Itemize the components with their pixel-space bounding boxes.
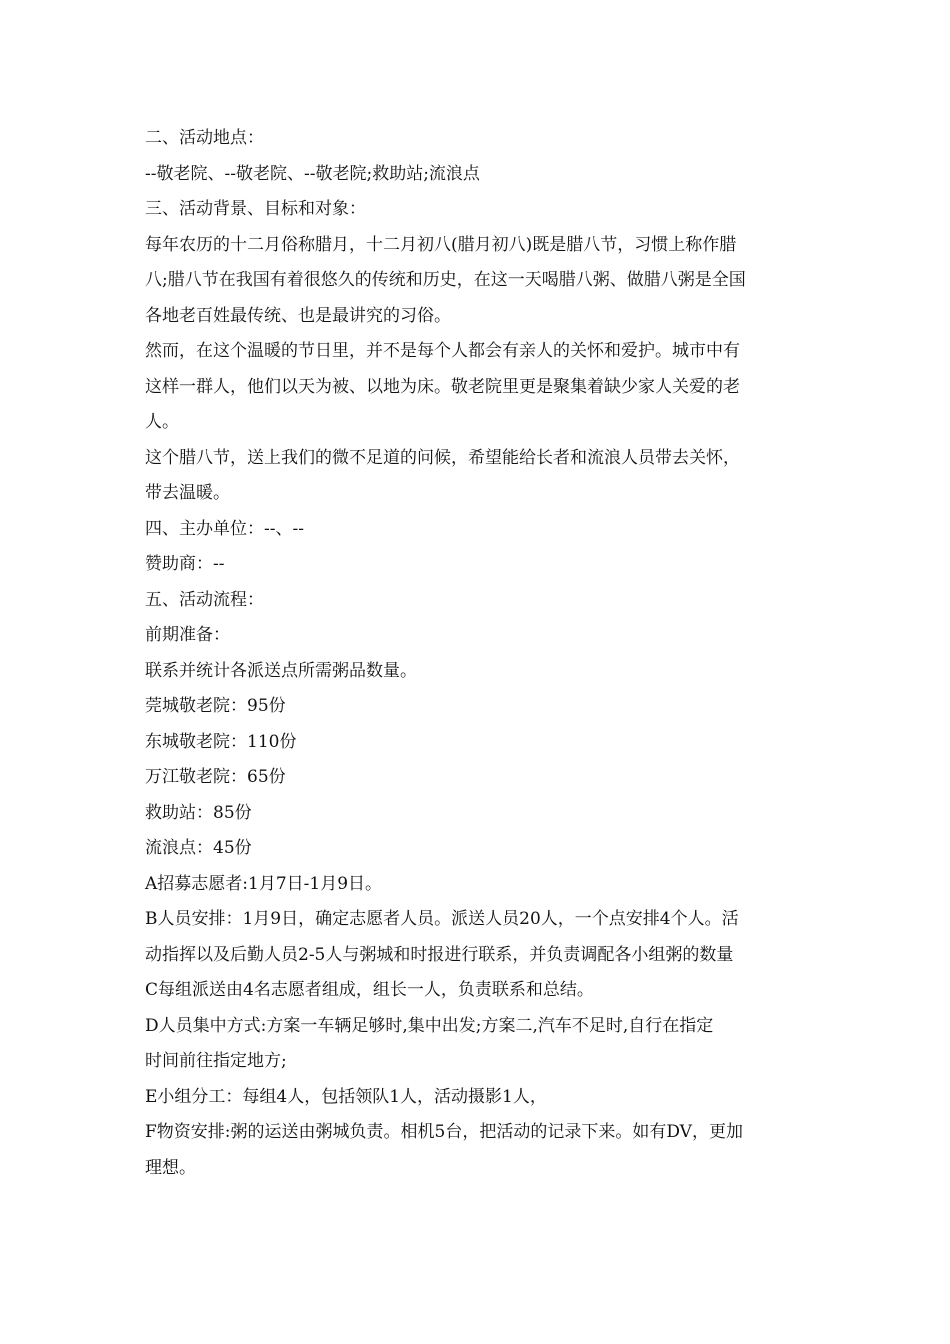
text-line: 联系并统计各派送点所需粥品数量。 xyxy=(145,660,417,681)
text-line: 这样一群人，他们以天为被、以地为床。敬老院里更是聚集着缺少家人关爱的老 xyxy=(145,376,740,397)
text-line: 每年农历的十二月俗称腊月，十二月初八(腊月初八)既是腊八节，习惯上称作腊 xyxy=(145,234,737,255)
text-line: --敬老院、--敬老院、--敬老院;救助站;流浪点 xyxy=(145,163,480,184)
text-line: B人员安排：1月9日，确定志愿者人员。派送人员20人，一个点安排4个人。活 xyxy=(145,909,739,929)
text-line: 三、活动背景、目标和对象： xyxy=(145,199,366,219)
text-line: 莞城敬老院：95份 xyxy=(145,696,286,716)
text-line: 八;腊八节在我国有着很悠久的传统和历史，在这一天喝腊八粥、做腊八粥是全国 xyxy=(145,270,746,290)
text-line: 二、活动地点： xyxy=(145,128,264,148)
text-line: 这个腊八节，送上我们的微不足道的问候，希望能给长者和流浪人员带去关怀， xyxy=(145,447,740,468)
text-line: 时间前往指定地方; xyxy=(145,1051,287,1071)
text-line: F物资安排:粥的运送由粥城负责。相机5台，把活动的记录下来。如有DV，更加 xyxy=(145,1122,743,1142)
text-line: 流浪点：45份 xyxy=(145,838,252,858)
text-line: 人。 xyxy=(145,412,179,432)
text-line: 救助站：85份 xyxy=(145,802,252,823)
text-line: 然而，在这个温暖的节日里，并不是每个人都会有亲人的关怀和爱护。城市中有 xyxy=(145,341,740,361)
text-line: 各地老百姓最传统、也是最讲究的习俗。 xyxy=(145,305,451,326)
text-line: 赞助商：-- xyxy=(145,554,225,574)
text-line: D人员集中方式:方案一车辆足够时,集中出发;方案二,汽车不足时,自行在指定 xyxy=(145,1015,714,1036)
text-line: 万江敬老院：65份 xyxy=(145,767,286,787)
text-line: 东城敬老院：110份 xyxy=(145,731,297,752)
text-line: C每组派送由4名志愿者组成，组长一人，负责联系和总结。 xyxy=(145,980,594,1000)
text-line: 带去温暖。 xyxy=(145,483,230,503)
text-line: E小组分工：每组4人，包括领队1人，活动摄影1人， xyxy=(145,1086,547,1107)
text-line: 理想。 xyxy=(145,1157,196,1178)
text-line: 五、活动流程： xyxy=(145,589,264,610)
document-page xyxy=(145,121,810,1186)
text-line: 前期准备： xyxy=(145,625,230,645)
text-line: 四、主办单位：--、-- xyxy=(145,518,304,539)
text-line: 动指挥以及后勤人员2-5人与粥城和时报进行联系，并负责调配各小组粥的数量 xyxy=(145,944,734,965)
text-line: A招募志愿者:1月7日-1月9日。 xyxy=(145,873,383,894)
